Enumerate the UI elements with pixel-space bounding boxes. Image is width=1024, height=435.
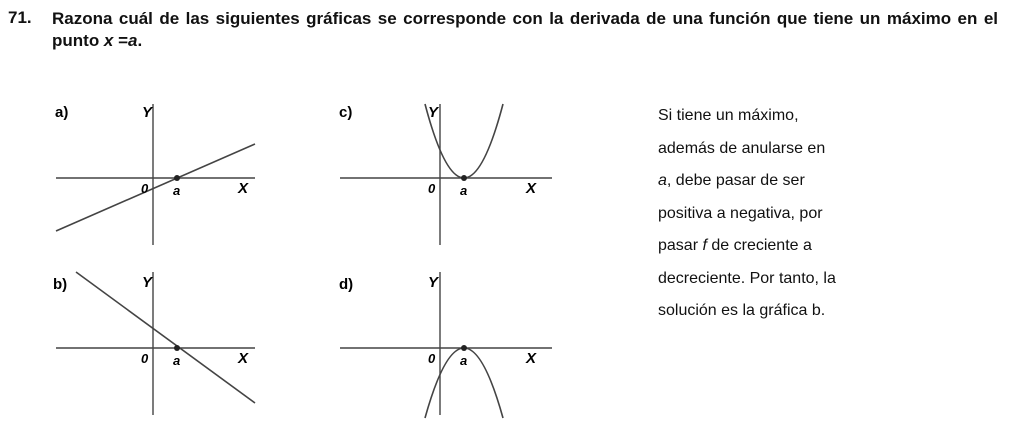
question-var-a: a <box>128 31 138 50</box>
graph-b-point-label: a <box>173 353 181 368</box>
question-var-x: x <box>103 31 114 50</box>
graph-c-point <box>461 175 467 181</box>
graph-c <box>339 104 552 245</box>
graph-d-origin: 0 <box>428 351 436 366</box>
graph-d-x-label: X <box>526 350 537 367</box>
graph-b-curve <box>76 272 255 403</box>
graph-d-label: d) <box>339 276 354 293</box>
graph-b-label: b) <box>53 276 68 293</box>
answer-line-3-text: , debe pasar de ser <box>666 172 805 189</box>
answer-var-a: a <box>658 172 667 189</box>
graph-c-label: c) <box>339 104 353 121</box>
graph-a-point-label: a <box>173 183 181 198</box>
graph-d-point-label: a <box>460 353 468 368</box>
graph-a-y-label: Y <box>142 104 153 121</box>
answer-text <box>658 100 908 328</box>
graph-b <box>53 272 255 415</box>
graph-d <box>339 272 552 418</box>
answer-line-4: positiva a negativa, por <box>658 204 823 222</box>
graph-a-curve <box>56 144 255 231</box>
graph-a <box>55 104 255 245</box>
question-equals: = <box>113 31 129 50</box>
graph-c-origin: 0 <box>428 181 436 196</box>
answer-line-2: además de anularse en <box>658 139 826 157</box>
graph-a-label: a) <box>55 104 69 121</box>
graph-b-origin: 0 <box>141 351 149 366</box>
question-text: Razona cuál de las siguientes gráficas se corresponde con la derivada de una función que tiene un máximo en el punto <box>52 9 998 50</box>
answer-line-5 <box>658 230 908 263</box>
graph-b-y-label: Y <box>142 274 153 291</box>
graph-a-x-label: X <box>238 180 249 197</box>
answer-line-7: solución es la gráfica b. <box>658 302 826 319</box>
answer-line-5-pre: pasar <box>658 237 703 254</box>
answer-line-5-text: de creciente a <box>706 237 812 254</box>
graph-a-origin: 0 <box>141 181 149 196</box>
graph-c-point-label: a <box>460 183 468 198</box>
answer-line-3 <box>658 165 908 198</box>
question-period: . <box>137 31 143 50</box>
graph-c-y-label: Y <box>428 104 439 121</box>
answer-line-1: Si tiene un máximo, <box>658 107 799 124</box>
graph-d-point <box>461 345 467 351</box>
answer-var-f: f <box>702 237 707 254</box>
answer-line-6: decreciente. Por tanto, la <box>658 269 836 287</box>
graph-c-x-label: X <box>526 180 537 197</box>
graph-b-x-label: X <box>238 350 249 367</box>
question-number: 71. <box>8 8 32 27</box>
graph-d-y-label: Y <box>428 274 439 291</box>
graph-a-point <box>174 175 180 181</box>
graph-b-point <box>174 345 180 351</box>
